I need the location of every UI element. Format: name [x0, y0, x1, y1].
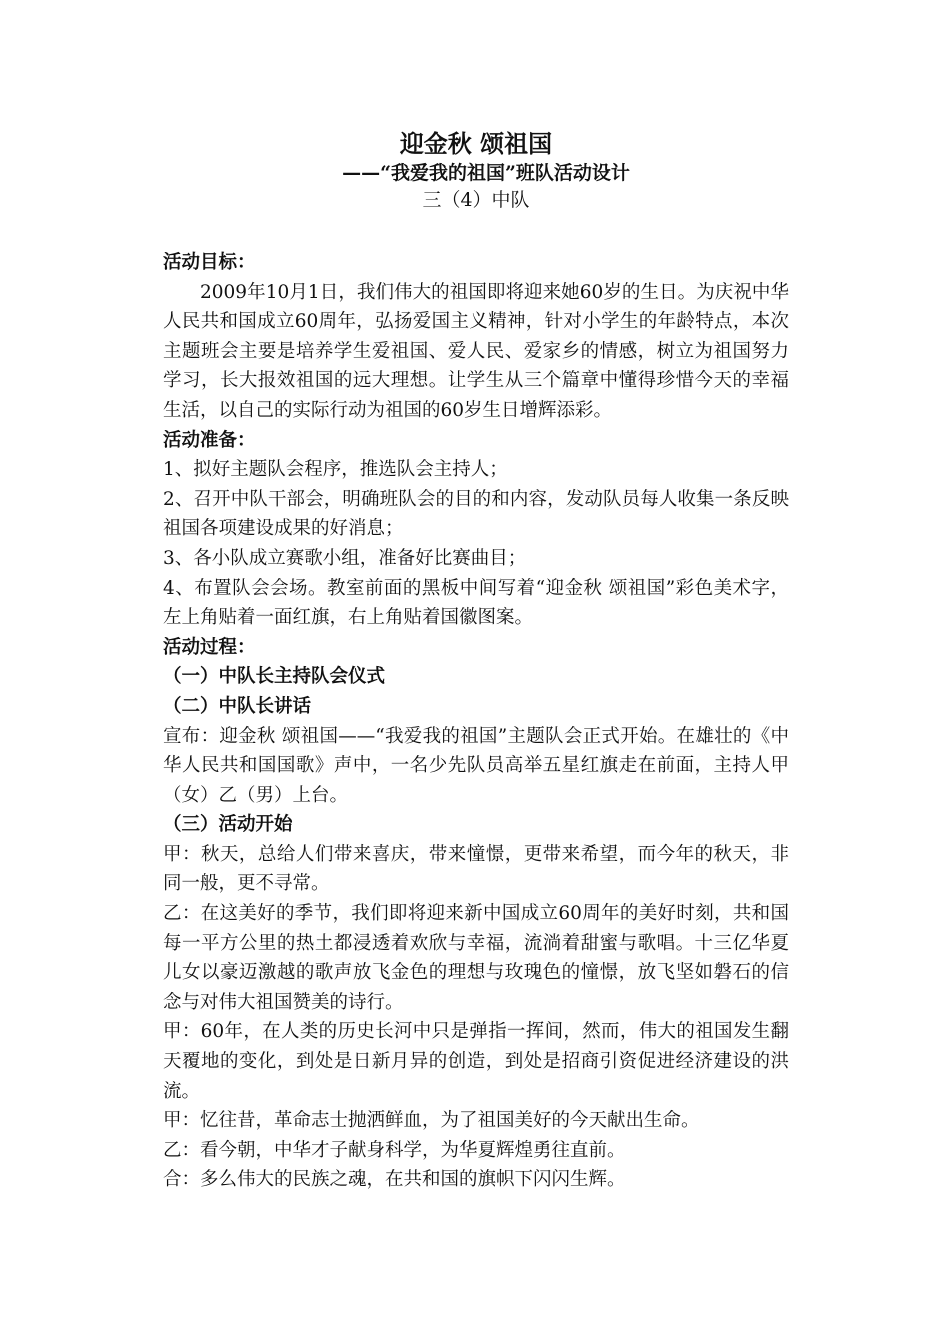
prep-heading: 活动准备： — [163, 429, 256, 451]
document-title: 迎金秋 颂祖国 — [399, 129, 553, 158]
goal-paragraph: 2009年10月1日，我们伟大的祖国即将迎来她60岁的生日。为庆祝中华人民共和国成立60周年，弘扬爱国主义精神，针对小学生的年龄特点，本次主题班会主要是培养学生爱祖国、爱人民、爱家乡的情感，树立为祖国努力学习，长大报效祖国的远大理想。让学生从三个篇章中懂得珍惜今天的幸福生活，以自己的实际行动为祖国的60岁生日增辉添彩。 — [163, 281, 789, 421]
goal-heading: 活动目标： — [163, 252, 256, 273]
dialogue-line: 乙：在这美好的季节，我们即将迎来新中国成立60周年的美好时刻，共和国每一平方公里的热土都浸透着欢欣与幸福，流淌着甜蜜与歌唱。十三亿华夏儿女以豪迈激越的歌声放飞金色的理想与玫瑰色的憧憬，放飞坚如磐石的信念与对伟大祖国赞美的诗行。 — [163, 903, 789, 1013]
prep-item: 2、召开中队干部会，明确班队会的目的和内容，发动队员每人收集一条反映祖国各项建设成果的好消息； — [163, 488, 789, 540]
class-unit: 三（4）中队 — [422, 189, 530, 211]
dialogue-line: 甲：忆往昔，革命志士抛洒鲜血，为了祖国美好的今天献出生命。 — [163, 1110, 700, 1132]
prep-item: 4、布置队会会场。教室前面的黑板中间写着“迎金秋 颂祖国”彩色美术字，左上角贴着一面红旗，右上角贴着国徽图案。 — [163, 577, 789, 629]
process-heading: 活动过程： — [163, 636, 256, 658]
spacer — [163, 213, 789, 248]
section-heading: （三）活动开始 — [163, 814, 293, 836]
prep-item: 1、拟好主题队会程序，推选队会主持人； — [163, 459, 508, 481]
document-page — [163, 128, 789, 1195]
section2-paragraph: 宣布：迎金秋 颂祖国——“我爱我的祖国”主题队会正式开始。在雄壮的《中华人民共和国国歌》声中，一名少先队员高举五星红旗走在前面，主持人甲（女）乙（男）上台。 — [163, 725, 789, 806]
document-subtitle: ——“我爱我的祖国”班队活动设计 — [342, 162, 630, 184]
prep-item: 3、各小队成立赛歌小组，准备好比赛曲目； — [163, 547, 527, 569]
dialogue-line: 甲：秋天，总给人们带来喜庆，带来憧憬，更带来希望，而今年的秋天，非同一般，更不寻常。 — [163, 843, 789, 895]
section-heading: （一）中队长主持队会仪式 — [163, 666, 386, 688]
section-heading: （二）中队长讲话 — [163, 695, 312, 717]
dialogue-line: 合：多么伟大的民族之魂，在共和国的旗帜下闪闪生辉。 — [163, 1169, 626, 1191]
dialogue-line: 乙：看今朝，中华才子献身科学，为华夏辉煌勇往直前。 — [163, 1139, 626, 1161]
dialogue-line: 甲：60年，在人类的历史长河中只是弹指一挥间，然而，伟大的祖国发生翻天覆地的变化，到处是日新月异的创造，到处是招商引资促进经济建设的洪流。 — [163, 1021, 789, 1102]
